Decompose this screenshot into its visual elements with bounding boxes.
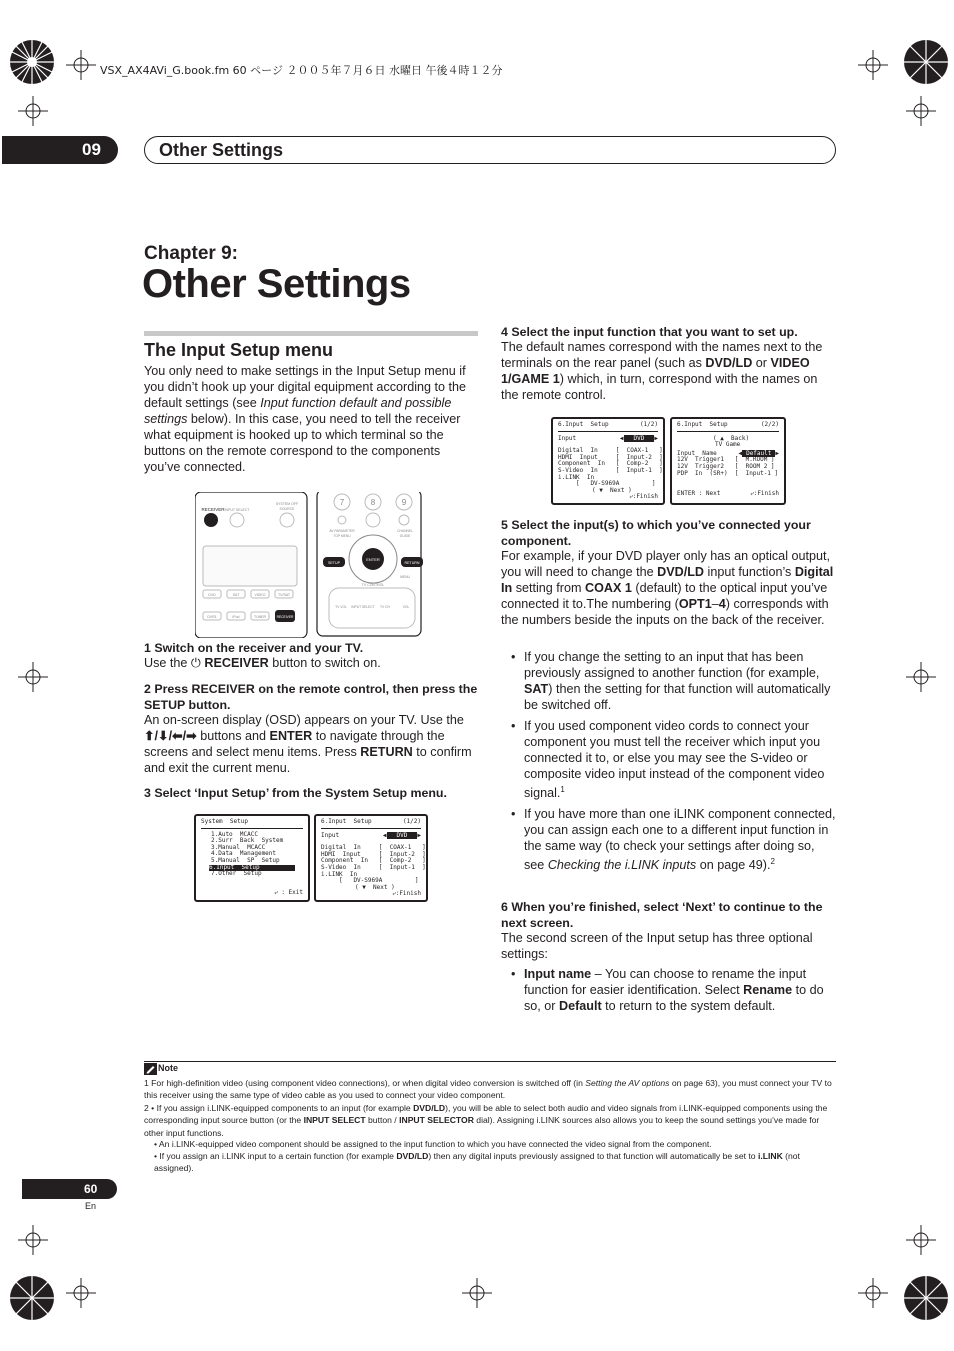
power-icon: ⏻ bbox=[190, 656, 201, 670]
section-title: The Input Setup menu bbox=[144, 340, 333, 360]
svg-text:TV CH: TV CH bbox=[380, 605, 390, 609]
svg-text:CHANNEL: CHANNEL bbox=[397, 529, 413, 533]
step-3-title: 3 Select ‘Input Setup’ from the System Setup menu. bbox=[144, 786, 447, 800]
svg-text:TOP MENU: TOP MENU bbox=[333, 534, 351, 538]
step-4-text: The default names correspond with the names next to the terminals on the rear panel (such as DVD/LD or VIDEO 1/GAME 1) which, in turn, correspond with the names on the remote control. bbox=[501, 340, 823, 402]
svg-text:8: 8 bbox=[370, 498, 376, 507]
osd-input-setup-1b: 6.Input Setup (1/2) Input ◀ DVD ▶ Digital In [ COAX-1 ] HDMI Input [ Input-2 ] Component In [ Comp-2 ] S-Video In [ Input-1 ] i.LINK In [ DV-S969A ] ( ▼ Next ) ⤶:Finish bbox=[551, 417, 665, 505]
intro-paragraph: You only need to make settings in the Input Setup menu if you didn’t hook up your digital equipment according to the default settings (see Input function default and possible settings below). In this case, you need to tell the receiver what equipment is hooked up to which terminal so the buttons on the remote correspond to the components you’ve connected. bbox=[144, 364, 467, 474]
svg-text:INPUT SELECT: INPUT SELECT bbox=[351, 605, 375, 609]
svg-text:DVD: DVD bbox=[208, 593, 216, 597]
osd-selected-item: 6.Input Setup bbox=[209, 865, 295, 872]
step-2-text: An on-screen display (OSD) appears on your TV. Use the ⬆/⬇/⬅/➡ buttons and ENTER to navigate through the screens and select menu items. Press RETURN to confirm and exit the current menu. bbox=[144, 713, 472, 775]
svg-text:RETURN: RETURN bbox=[404, 561, 420, 565]
osd-input-setup-1: 6.Input Setup (1/2) Input ◀ DVD ▶ Digital In [ COAX-1 ] HDMI Input [ Input-2 ] Component In [ Comp-2 ] S-Video In [ Input-1 ] i.LINK In [ DV-S969A ] ( ▼ Next ) ⤶:Finish bbox=[314, 814, 428, 902]
svg-text:SETUP: SETUP bbox=[328, 561, 340, 565]
note-1: 1 For high-definition video (using component video connections), or when digital video conversion is switched off (in Setting the AV options on page 63), you must connect your TV to this receiver using the same type of video cable as you used to connect your video component. bbox=[144, 1078, 832, 1101]
file-info-line: VSX_AX4AVi_G.book.fm 60 ページ ２００５年７月６日 水曜日 午後４時１２分 bbox=[100, 64, 503, 77]
arrow-buttons-icon: ⬆/⬇/⬅/➡ bbox=[144, 729, 197, 743]
crosshair-mark bbox=[858, 50, 888, 80]
svg-text:SOURCE: SOURCE bbox=[279, 507, 295, 511]
registration-mark-tl bbox=[2, 32, 62, 92]
step-6-text: The second screen of the Input setup has three optional settings: bbox=[501, 931, 813, 961]
step-5-title: 5 Select the input(s) to which you’ve connected your component. bbox=[501, 518, 811, 548]
svg-text:SYSTEM OFF: SYSTEM OFF bbox=[275, 502, 299, 506]
svg-text:TV VOL: TV VOL bbox=[335, 605, 347, 609]
bullet-ilink: • If you have more than one iLINK component connected, you can assign each one to a different input function in the same way (to check your settings after doing so, see Checking the i.LINK inputs on page 49).$^2$ bbox=[524, 806, 836, 873]
crosshair-mark bbox=[906, 662, 936, 692]
crosshair-mark bbox=[18, 1225, 48, 1255]
step-5-text: For example, if your DVD player only has an optical output, you will need to change the DVD/LD input function’s Digital In setting from COAX 1 (default) to the optical input you’ve connected it to.The numbering (OPT1–4) corresponds with the numbers beside the inputs on the back of the receiver. bbox=[501, 549, 834, 627]
crosshair-mark bbox=[462, 1278, 492, 1308]
crosshair-mark bbox=[906, 96, 936, 126]
registration-mark-bl bbox=[2, 1268, 62, 1328]
svg-text:AV PARAMETER: AV PARAMETER bbox=[329, 529, 355, 533]
svg-text:INPUT SELECT: INPUT SELECT bbox=[224, 508, 250, 512]
svg-text:VIDEO: VIDEO bbox=[254, 593, 266, 597]
crosshair-mark bbox=[66, 50, 96, 80]
note-3: • An i.LINK-equipped video component should be assigned to the input function to which you have connected the video signal from the component. bbox=[154, 1139, 712, 1149]
chapter-label: Chapter 9: bbox=[144, 243, 238, 264]
bullet-input-name: • Input name – You can choose to rename the input function for easier identification. Select Rename to do so, or Default to return to the system default. bbox=[524, 966, 836, 1014]
step-4-title: 4 Select the input function that you want to set up. bbox=[501, 325, 798, 339]
step-1-text: Use the ⏻ RECEIVER button to switch on. bbox=[144, 656, 381, 670]
svg-text:TUNER: TUNER bbox=[253, 615, 267, 619]
receiver-label: RECEIVER bbox=[201, 507, 225, 512]
svg-text:MENU: MENU bbox=[400, 575, 410, 579]
chapter-number-tab: 09 bbox=[2, 136, 118, 164]
crosshair-mark bbox=[66, 1278, 96, 1308]
section-rule bbox=[144, 331, 478, 336]
note-rule bbox=[144, 1061, 836, 1062]
step-1-title: 1 Switch on the receiver and your TV. bbox=[144, 641, 364, 655]
osd-input-setup-2: 6.Input Setup (2/2) ( ▲ Back) TV Game Input Name ◀ Default ▶ 12V Trigger1 [ M.ROOM ] 12V Trigger2 [ ROOM 2 ] PDP In (SR+) [ Input-1 ] ENTER : Next ⤶:Finish bbox=[670, 417, 786, 505]
svg-text:iPod: iPod bbox=[232, 615, 240, 619]
crosshair-mark bbox=[906, 1225, 936, 1255]
svg-text:SAT: SAT bbox=[232, 593, 240, 597]
step-6-title: 6 When you’re finished, select ‘Next’ to continue to the next screen. bbox=[501, 900, 823, 930]
svg-text:7: 7 bbox=[339, 498, 345, 507]
crosshair-mark bbox=[18, 662, 48, 692]
bullet-component-video: • If you used component video cords to connect your component you must tell the receiver which input you connected it to, or else you may see the S-video or composite video input instead of the component video signal.$^1$ bbox=[524, 718, 836, 801]
registration-mark-tr bbox=[896, 32, 954, 92]
svg-text:RECEIVER: RECEIVER bbox=[276, 615, 294, 619]
remote-control-illustration bbox=[195, 492, 423, 638]
svg-text:TV/SAT: TV/SAT bbox=[278, 593, 290, 597]
svg-text:GUIDE: GUIDE bbox=[399, 534, 411, 538]
svg-text:9: 9 bbox=[401, 498, 407, 507]
note-4: • If you assign an i.LINK input to a certain function (for example DVD/LD) then any digital inputs previously assigned to that function will automatically be set to i.LINK (not assigned). bbox=[154, 1151, 800, 1174]
step-2-title: 2 Press RECEIVER on the remote control, then press the SETUP button. bbox=[144, 682, 478, 712]
page-number: 60 bbox=[22, 1179, 117, 1199]
registration-mark-br bbox=[896, 1268, 954, 1328]
crosshair-mark bbox=[18, 96, 48, 126]
svg-text:ENTER: ENTER bbox=[366, 557, 380, 562]
crosshair-mark bbox=[858, 1278, 888, 1308]
bullet-previous-assignment: • If you change the setting to an input that has been previously assigned to another function (for example, SAT) then the setting for that function will automatically be switched off. bbox=[524, 649, 836, 713]
svg-text:TV CONTROL: TV CONTROL bbox=[361, 583, 385, 587]
note-heading: Note bbox=[158, 1063, 178, 1073]
svg-text:DVR1: DVR1 bbox=[207, 615, 217, 619]
chapter-title: Other Settings bbox=[142, 262, 411, 306]
osd-system-setup: System Setup 1.Auto MCACC 2.Surr Back System 3.Manual MCACC 4.Data Management 5.Manual SP Setup 6.Input Setup 7.Other Setup ⤶ : Exit bbox=[194, 814, 310, 902]
section-tab: Other Settings bbox=[144, 136, 836, 164]
note-icon bbox=[144, 1063, 157, 1075]
svg-text:VOL: VOL bbox=[402, 605, 410, 609]
note-2: 2 • If you assign i.LINK-equipped components to an input (for example DVD/LD), you will be able to select both audio and video signals from i.LINK-equipped components using the corresponding input source button (or the INPUT SELECT button / INPUT SELECTOR dial). Assigning i.LINK sources also allows you to keep the sound settings you’ve made for other input functions. bbox=[144, 1103, 828, 1138]
language-label: En bbox=[85, 1201, 97, 1211]
